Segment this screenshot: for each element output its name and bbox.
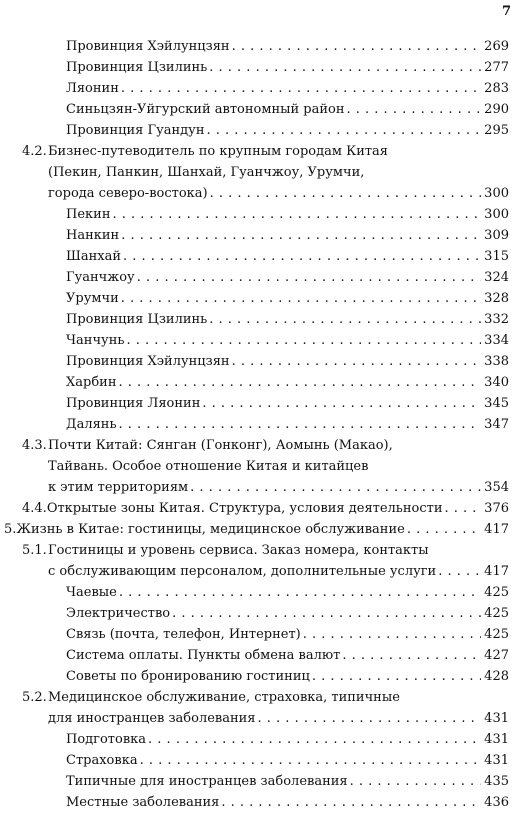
toc-entry-title: Синьцзян-Уйгурский автономный район [66, 102, 345, 117]
toc-entry[interactable] [0, 57, 517, 78]
toc-entry-title: Открытые зоны Китая. Структура, условия деятельности [46, 501, 443, 516]
toc-entry-title: Пекин [66, 207, 111, 222]
toc-entry[interactable] [0, 624, 517, 645]
dot-leader [445, 498, 481, 519]
toc-page-number: 328 [484, 291, 509, 306]
toc-entry-title: для иностранцев заболевания [48, 711, 256, 726]
dot-leader [123, 246, 481, 267]
toc-entry-title: Связь (почта, телефон, Интернет) [66, 627, 301, 642]
toc-section-number: 4.2. [22, 144, 47, 159]
toc-heading-text: Бизнес-путеводитель по крупным городам Китая [48, 144, 388, 159]
toc-page-number: 354 [484, 480, 509, 495]
toc-entry[interactable] [0, 414, 517, 435]
toc-entry[interactable] [0, 519, 517, 540]
toc-entry-title: Провинция Хэйлунцзян [66, 39, 230, 54]
toc-entry[interactable] [0, 78, 517, 99]
dot-leader [312, 666, 481, 687]
toc-entry-title: Урумчи [66, 291, 119, 306]
toc-entry-title: Нанкин [66, 228, 120, 243]
toc-entry[interactable] [0, 498, 517, 519]
toc-entry-title: Система оплаты. Пункты обмена валют [66, 648, 341, 663]
toc-entry-title: Провинция Гуандун [66, 123, 205, 138]
dot-leader [118, 372, 481, 393]
toc-heading-line [0, 162, 517, 183]
toc-entry-title: Гуанчжоу [66, 270, 135, 285]
toc-heading-line [0, 540, 517, 561]
dot-leader [119, 414, 481, 435]
toc-heading-text: Почти Китай: Сянган (Гонконг), Аомынь (Макао), [48, 438, 393, 453]
toc-entry-title: Ляонин [66, 81, 119, 96]
toc-entry-title: Страховка [66, 753, 138, 768]
toc-page-number: 431 [484, 753, 509, 768]
toc-page-number: 290 [484, 102, 509, 117]
toc-page-number: 277 [484, 60, 509, 75]
dot-leader [438, 561, 481, 582]
toc-entry[interactable] [0, 246, 517, 267]
toc-page-number: 300 [484, 207, 509, 222]
dot-leader [232, 351, 481, 372]
toc-page-number: 376 [484, 501, 509, 516]
toc-page-number: 338 [484, 354, 509, 369]
toc-page-number: 309 [484, 228, 509, 243]
toc-page-number: 315 [484, 249, 509, 264]
dot-leader [202, 393, 481, 414]
toc-entry-title: Провинция Цзилинь [66, 312, 208, 327]
dot-leader [209, 309, 481, 330]
dot-leader [172, 603, 481, 624]
toc-entry-title: Провинция Хэйлунцзян [66, 354, 230, 369]
toc-entry[interactable] [0, 225, 517, 246]
toc-entry[interactable] [0, 99, 517, 120]
toc-heading-line [0, 435, 517, 456]
toc-page-number: 436 [484, 795, 509, 810]
toc-page-number: 417 [484, 564, 509, 579]
dot-leader [121, 78, 481, 99]
toc-page-number: 425 [484, 627, 509, 642]
toc-entry-title: города северо-востока) [48, 186, 208, 201]
toc-page-number: 332 [484, 312, 509, 327]
toc-entry-title: Местные заболевания [66, 795, 220, 810]
toc-entry[interactable] [0, 183, 517, 204]
dot-leader [206, 120, 481, 141]
toc-page-number: 283 [484, 81, 509, 96]
toc-entry[interactable] [0, 771, 517, 792]
toc-heading-text: Тайвань. Особое отношение Китая и китайцев [48, 459, 369, 474]
toc-entry-title: Чаевые [66, 585, 117, 600]
page-number: 7 [501, 4, 511, 19]
dot-leader [303, 624, 481, 645]
toc-entry[interactable] [0, 309, 517, 330]
toc-entry-title: Провинция Ляонин [66, 396, 201, 411]
dot-leader [232, 36, 481, 57]
dot-leader [347, 99, 482, 120]
toc-entry[interactable] [0, 666, 517, 687]
dot-leader [190, 477, 481, 498]
toc-section-number: 5. [4, 522, 17, 537]
toc-entry[interactable] [0, 267, 517, 288]
toc-heading-text: (Пекин, Панкин, Шанхай, Гуанчжоу, Урумчи, [48, 165, 365, 180]
toc-section-number: 5.2. [22, 690, 47, 705]
dot-leader [121, 225, 481, 246]
toc-page-number: 324 [484, 270, 509, 285]
toc-page-number: 425 [484, 606, 509, 621]
toc-entry-title: Электричество [66, 606, 171, 621]
toc-entry[interactable] [0, 393, 517, 414]
toc-page-number: 295 [484, 123, 509, 138]
toc-entry[interactable] [0, 36, 517, 57]
toc-section-number: 4.3. [22, 438, 47, 453]
toc-heading-line [0, 687, 517, 708]
toc-entry[interactable] [0, 750, 517, 771]
toc-entry-title: Жизнь в Китае: гостиницы, медицинское обслуживание [16, 522, 405, 537]
toc-page-number: 417 [484, 522, 509, 537]
toc-heading-line [0, 456, 517, 477]
toc-entry[interactable] [0, 120, 517, 141]
toc-entry[interactable] [0, 729, 517, 750]
dot-leader [258, 708, 481, 729]
toc-entry[interactable] [0, 792, 517, 813]
dot-leader [121, 288, 481, 309]
toc-entry-title: Провинция Цзилинь [66, 60, 208, 75]
toc-page-number: 428 [484, 669, 509, 684]
toc-page-number: 345 [484, 396, 509, 411]
toc-page-number: 431 [484, 732, 509, 747]
dot-leader [350, 771, 481, 792]
toc-entry[interactable] [0, 561, 517, 582]
toc-entry-title: Чанчунь [66, 333, 125, 348]
toc-page-number: 347 [484, 417, 509, 432]
toc-entry[interactable] [0, 603, 517, 624]
dot-leader [119, 582, 481, 603]
toc-entry[interactable] [0, 372, 517, 393]
toc-entry-title: Шанхай [66, 249, 121, 264]
toc-section-number: 4.4. [22, 501, 47, 516]
dot-leader [221, 792, 481, 813]
toc-entry[interactable] [0, 477, 517, 498]
toc-heading-text: Медицинское обслуживание, страховка, типичные [48, 690, 400, 705]
toc-entry[interactable] [0, 330, 517, 351]
toc-page-number: 435 [484, 774, 509, 789]
toc-page-number: 300 [484, 186, 509, 201]
dot-leader [407, 519, 481, 540]
toc-page-number: 334 [484, 333, 509, 348]
dot-leader [126, 330, 481, 351]
dot-leader [210, 183, 481, 204]
toc-page-number: 269 [484, 39, 509, 54]
toc-heading-line [0, 141, 517, 162]
toc-entry[interactable] [0, 204, 517, 225]
toc-entry-title: к этим территориям [48, 480, 189, 495]
table-of-contents [0, 36, 517, 813]
toc-section-number: 5.1. [22, 543, 47, 558]
toc-entry[interactable] [0, 582, 517, 603]
toc-entry-title: с обслуживающим персоналом, дополнительные услуги [48, 564, 437, 579]
toc-page-number: 427 [484, 648, 509, 663]
toc-entry-title: Подготовка [66, 732, 147, 747]
toc-entry-title: Харбин [66, 375, 117, 390]
toc-page-number: 425 [484, 585, 509, 600]
dot-leader [140, 750, 481, 771]
toc-heading-text: Гостиницы и уровень сервиса. Заказ номера, контакты [48, 543, 429, 558]
dot-leader [148, 729, 481, 750]
toc-entry[interactable] [0, 288, 517, 309]
toc-entry[interactable] [0, 351, 517, 372]
toc-page-number: 431 [484, 711, 509, 726]
dot-leader [137, 267, 481, 288]
toc-entry-title: Типичные для иностранцев заболевания [66, 774, 348, 789]
toc-entry-title: Советы по бронированию гостиниц [66, 669, 310, 684]
dot-leader [112, 204, 481, 225]
dot-leader [209, 57, 481, 78]
toc-entry-title: Далянь [66, 417, 117, 432]
toc-entry[interactable] [0, 645, 517, 666]
toc-page-number: 340 [484, 375, 509, 390]
toc-entry[interactable] [0, 708, 517, 729]
dot-leader [342, 645, 481, 666]
